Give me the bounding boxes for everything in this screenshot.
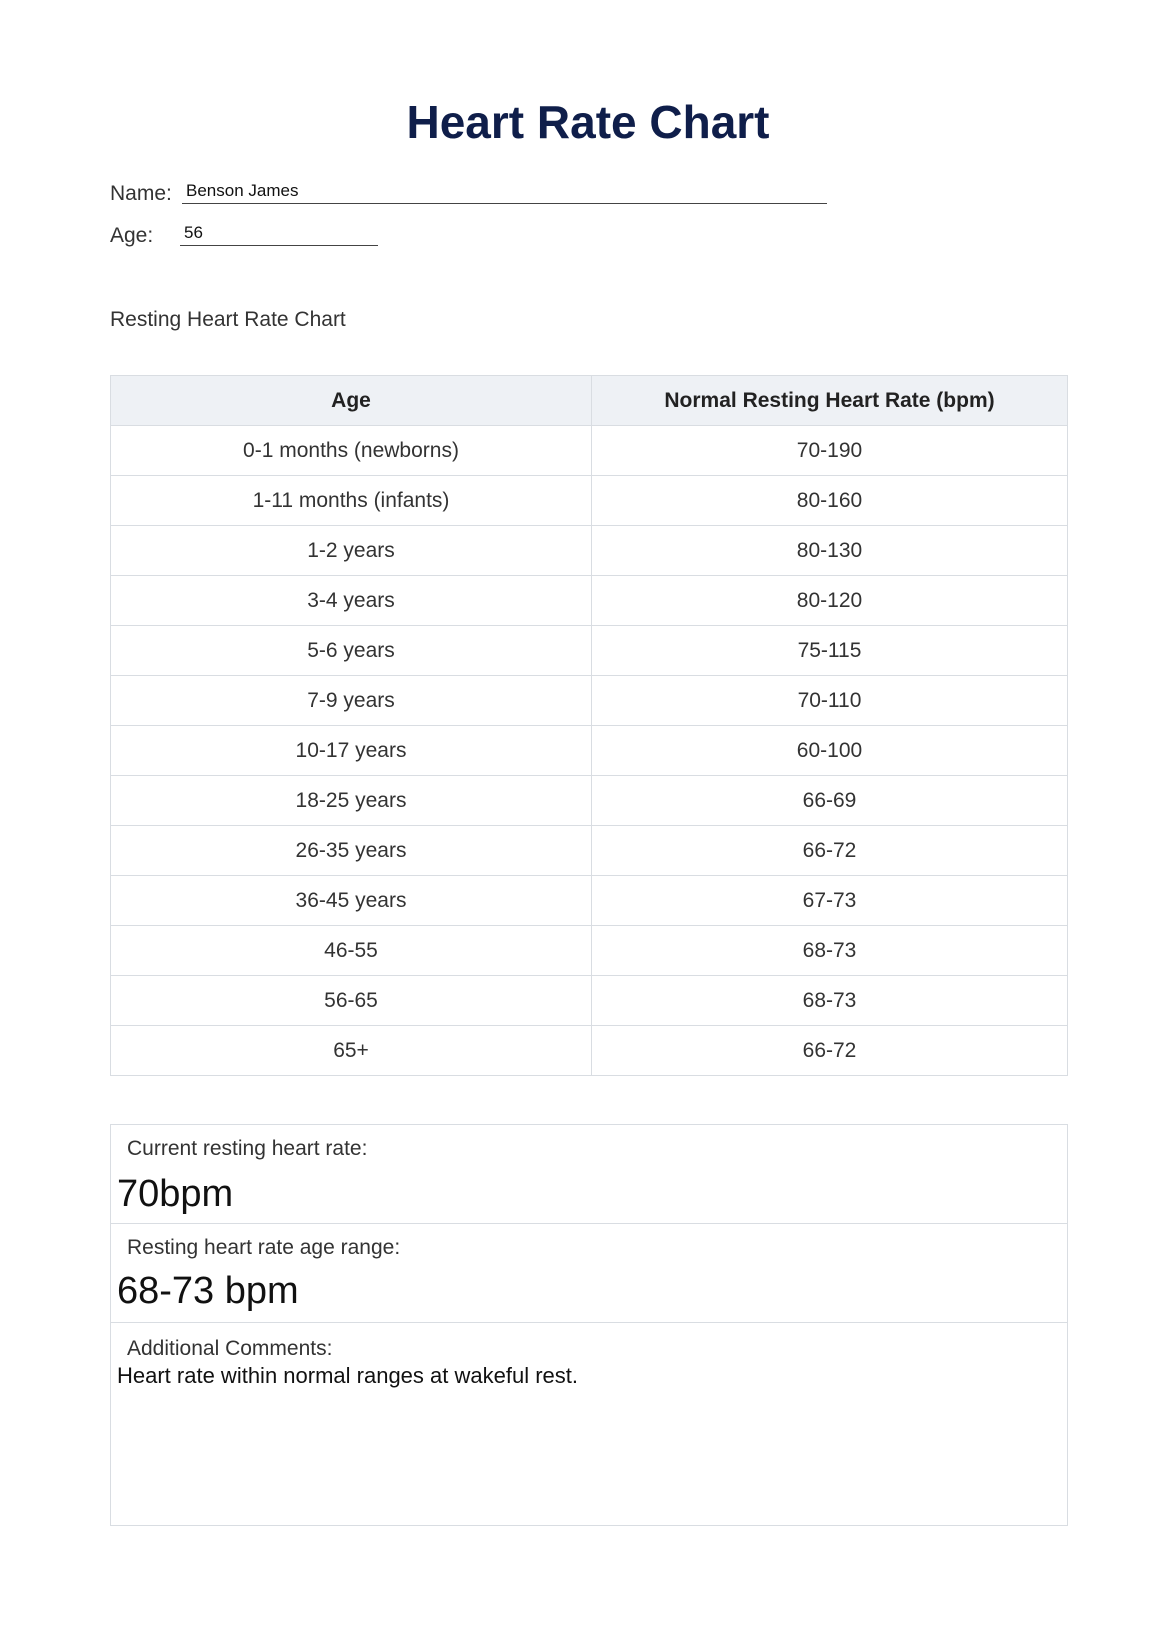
age-cell: 36-45 years bbox=[111, 876, 592, 926]
age-cell: 10-17 years bbox=[111, 726, 592, 776]
rate-cell: 60-100 bbox=[592, 726, 1068, 776]
table-row bbox=[111, 426, 1068, 476]
table-header-row bbox=[111, 376, 1068, 426]
rate-cell: 75-115 bbox=[592, 626, 1068, 676]
page-title: Heart Rate Chart bbox=[406, 96, 770, 148]
name-field bbox=[110, 174, 830, 210]
comments-value: Heart rate within normal ranges at wakeful rest. bbox=[117, 1363, 578, 1388]
table-row bbox=[111, 876, 1068, 926]
rate-cell: 80-120 bbox=[592, 576, 1068, 626]
age-field bbox=[110, 216, 410, 252]
rate-cell: 80-160 bbox=[592, 476, 1068, 526]
age-value: 56 bbox=[184, 223, 203, 242]
age-cell: 1-2 years bbox=[111, 526, 592, 576]
age-cell: 5-6 years bbox=[111, 626, 592, 676]
table-row bbox=[111, 726, 1068, 776]
age-input[interactable] bbox=[180, 215, 378, 246]
comments-section[interactable] bbox=[111, 1323, 1067, 1525]
rate-cell: 67-73 bbox=[592, 876, 1068, 926]
table-row bbox=[111, 576, 1068, 626]
age-range-section[interactable] bbox=[111, 1224, 1067, 1323]
age-cell: 65+ bbox=[111, 1026, 592, 1076]
rate-cell: 80-130 bbox=[592, 526, 1068, 576]
age-cell: 56-65 bbox=[111, 976, 592, 1026]
table-row bbox=[111, 776, 1068, 826]
rate-cell: 66-72 bbox=[592, 826, 1068, 876]
table-row bbox=[111, 976, 1068, 1026]
rate-cell: 66-72 bbox=[592, 1026, 1068, 1076]
age-label: Age: bbox=[110, 224, 154, 247]
rate-cell: 68-73 bbox=[592, 926, 1068, 976]
table-row bbox=[111, 1026, 1068, 1076]
table-row bbox=[111, 926, 1068, 976]
rate-cell: 66-69 bbox=[592, 776, 1068, 826]
age-range-label: Resting heart rate age range: bbox=[127, 1236, 401, 1259]
age-range-value: 68-73 bpm bbox=[117, 1270, 299, 1312]
section-title: Resting Heart Rate Chart bbox=[110, 308, 346, 331]
age-cell: 46-55 bbox=[111, 926, 592, 976]
age-cell: 18-25 years bbox=[111, 776, 592, 826]
table-row bbox=[111, 826, 1068, 876]
header-age: Age bbox=[111, 376, 592, 426]
name-input[interactable] bbox=[182, 173, 827, 204]
age-cell: 7-9 years bbox=[111, 676, 592, 726]
table-row bbox=[111, 626, 1068, 676]
age-cell: 3-4 years bbox=[111, 576, 592, 626]
age-cell: 1-11 months (infants) bbox=[111, 476, 592, 526]
rate-cell: 68-73 bbox=[592, 976, 1068, 1026]
rate-cell: 70-110 bbox=[592, 676, 1068, 726]
table-row bbox=[111, 676, 1068, 726]
name-label: Name: bbox=[110, 182, 172, 205]
table-row bbox=[111, 476, 1068, 526]
current-rate-section[interactable] bbox=[111, 1125, 1067, 1224]
header-heart-rate: Normal Resting Heart Rate (bpm) bbox=[592, 376, 1068, 426]
current-rate-label: Current resting heart rate: bbox=[127, 1137, 368, 1160]
age-cell: 0-1 months (newborns) bbox=[111, 426, 592, 476]
comments-label: Additional Comments: bbox=[127, 1337, 333, 1360]
table-row bbox=[111, 526, 1068, 576]
heart-rate-table bbox=[110, 375, 1068, 1076]
summary-box bbox=[110, 1124, 1068, 1526]
current-rate-value: 70bpm bbox=[117, 1173, 234, 1215]
name-value: Benson James bbox=[186, 181, 299, 200]
age-cell: 26-35 years bbox=[111, 826, 592, 876]
rate-cell: 70-190 bbox=[592, 426, 1068, 476]
